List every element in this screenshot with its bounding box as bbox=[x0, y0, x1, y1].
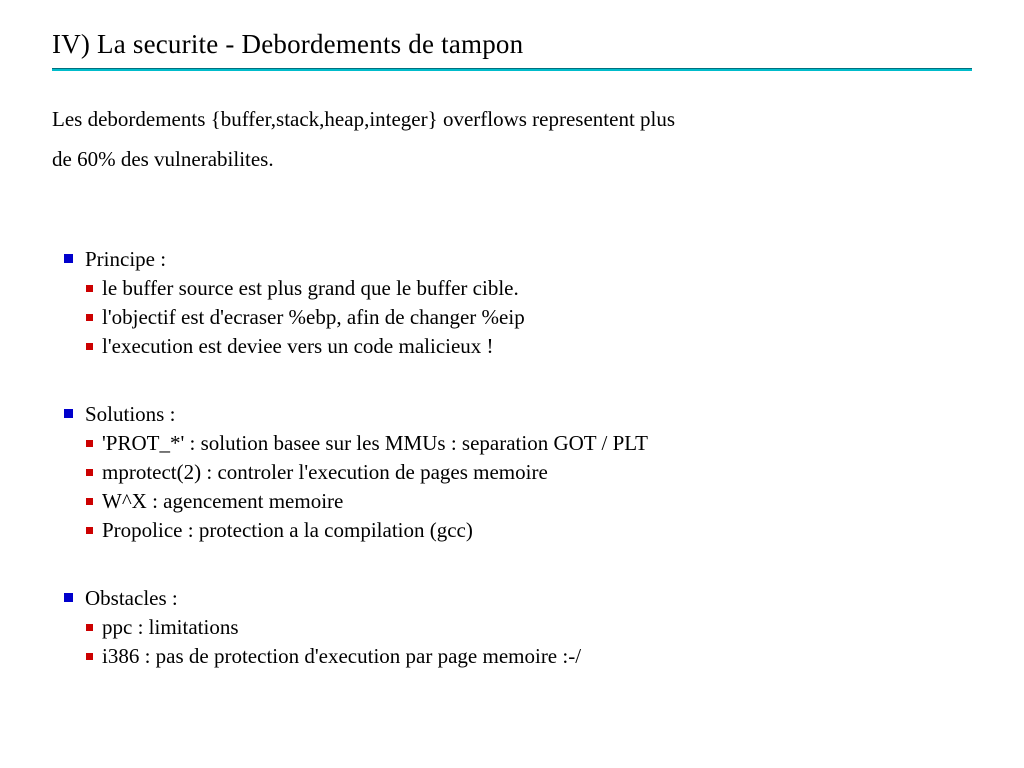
list-item-text: l'execution est deviee vers un code malicieux ! bbox=[102, 334, 494, 358]
intro-line: Les debordements {buffer,stack,heap,integer} overflows representent plus bbox=[52, 107, 676, 131]
list-item-text: l'objectif est d'ecraser %ebp, afin de changer %eip bbox=[102, 305, 525, 329]
square-subbullet-icon bbox=[86, 527, 93, 534]
square-bullet-icon bbox=[64, 409, 73, 418]
list-item-text: Propolice : protection a la compilation (gcc) bbox=[102, 518, 473, 542]
square-subbullet-icon bbox=[86, 285, 93, 292]
square-subbullet-icon bbox=[86, 469, 93, 476]
square-subbullet-icon bbox=[86, 314, 93, 321]
list-item bbox=[86, 613, 972, 642]
section-heading: Solutions : bbox=[85, 402, 176, 426]
section-heading: Obstacles : bbox=[85, 586, 178, 610]
intro-paragraph bbox=[52, 99, 972, 179]
list-item-text: W^X : agencement memoire bbox=[102, 489, 344, 513]
square-subbullet-icon bbox=[86, 653, 93, 660]
list-item bbox=[86, 429, 972, 458]
square-bullet-icon bbox=[64, 254, 73, 263]
section-solutions bbox=[52, 400, 972, 545]
page-title: IV) La securite - Debordements de tampon bbox=[52, 29, 524, 59]
section-heading: Principe : bbox=[85, 247, 167, 271]
list-item bbox=[86, 458, 972, 487]
list-item bbox=[86, 303, 972, 332]
section-item-list bbox=[52, 274, 972, 361]
intro-line: de 60% des vulnerabilites. bbox=[52, 147, 274, 171]
list-item bbox=[86, 487, 972, 516]
square-bullet-icon bbox=[64, 593, 73, 602]
section-heading-row bbox=[64, 245, 972, 274]
square-subbullet-icon bbox=[86, 440, 93, 447]
section-item-list bbox=[52, 613, 972, 671]
section-heading-row bbox=[64, 400, 972, 429]
square-subbullet-icon bbox=[86, 343, 93, 350]
title-underline bbox=[52, 68, 972, 71]
section-item-list bbox=[52, 429, 972, 545]
list-item bbox=[86, 274, 972, 303]
list-item bbox=[86, 332, 972, 361]
section-obstacles bbox=[52, 584, 972, 671]
list-item-text: 'PROT_*' : solution basee sur les MMUs : separation GOT / PLT bbox=[102, 431, 648, 455]
section-heading-row bbox=[64, 584, 972, 613]
list-item-text: i386 : pas de protection d'execution par page memoire :-/ bbox=[102, 644, 582, 668]
square-subbullet-icon bbox=[86, 624, 93, 631]
list-item-text: ppc : limitations bbox=[102, 615, 239, 639]
section-principe bbox=[52, 245, 972, 361]
list-item bbox=[86, 642, 972, 671]
bullet-sections bbox=[52, 245, 972, 671]
list-item bbox=[86, 516, 972, 545]
list-item-text: le buffer source est plus grand que le buffer cible. bbox=[102, 276, 519, 300]
list-item-text: mprotect(2) : controler l'execution de pages memoire bbox=[102, 460, 548, 484]
square-subbullet-icon bbox=[86, 498, 93, 505]
